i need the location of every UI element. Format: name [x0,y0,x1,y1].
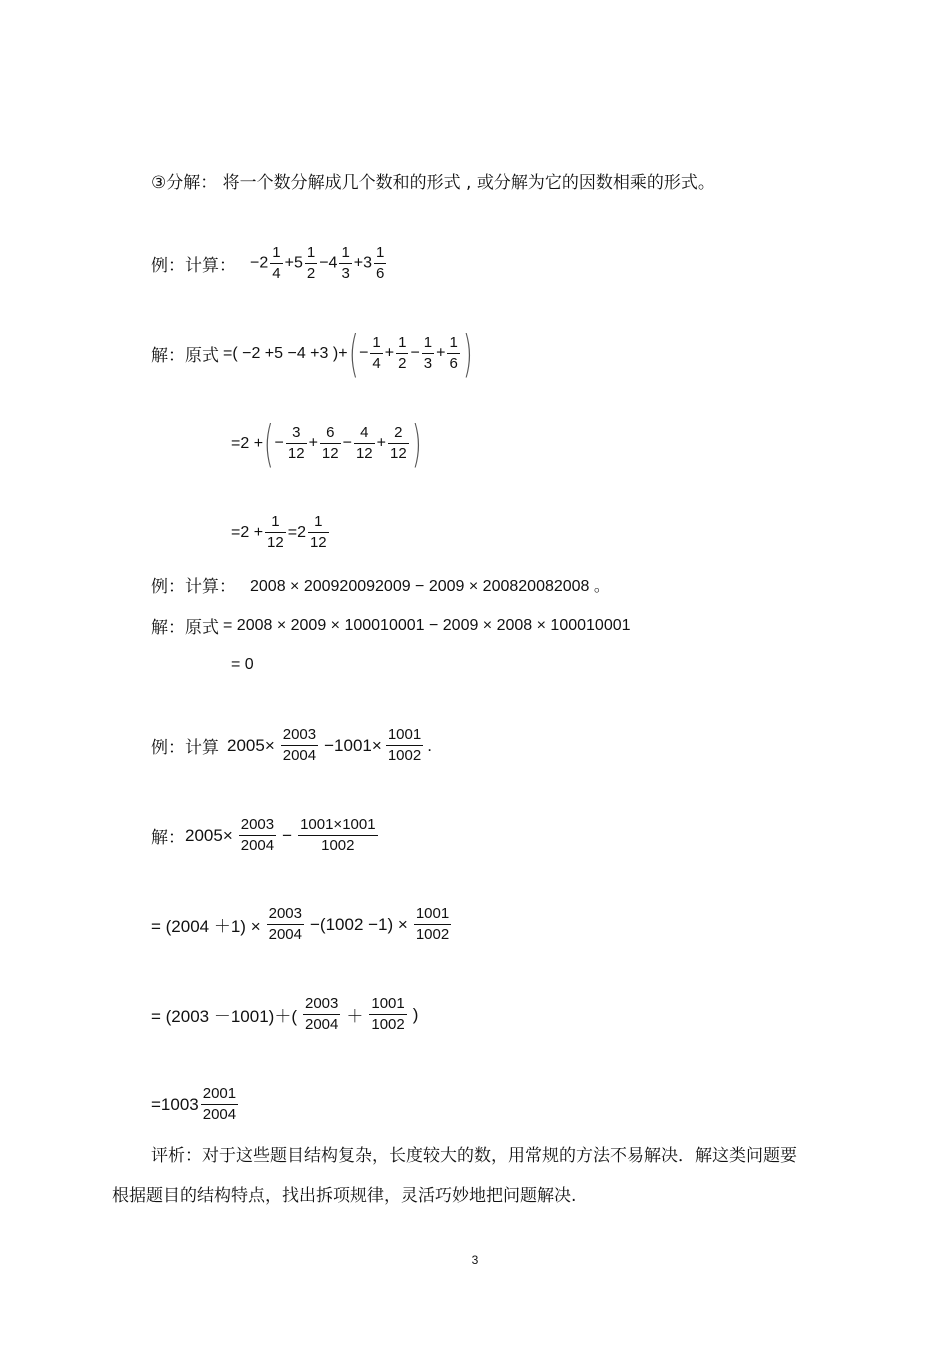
right-paren: ) [462,324,473,383]
solution-3-line-4: =1003 $\frac{2001}{2004}$ [151,1085,237,1123]
analysis-paragraph: 评析：对于这些题目结构复杂，长度较大的数，用常规的方法不易解决．解这类问题要根据题目的结构特点，找出拆项规律，灵活巧妙地把问题解决. [112,1146,797,1206]
mixed-number: −2 $\frac{1}{4}$ [250,244,281,282]
integer-sum: =( −2 +5 −4 +3 )+ [223,344,348,362]
fraction-term: − $\frac{4}{12}$ [342,424,373,462]
solution-1-line-2 [231,414,422,473]
decomposition-heading: ③分解： 将一个数分解成几个数和的形式 , 或分解为它的因数相乘的形式。 [151,173,715,193]
page-number: 3 [471,1253,479,1267]
example-2: 例：计算： 2008 × 200920092009 − 2009 × 200820082008 。 [151,577,610,597]
solution-2: 解：原式 = 2008 × 2009 × 100010001 − 2009 × 2008 × 100010001 [151,616,631,638]
solution-3-line-3: = (2003 －1001)＋( $\frac{2003}{2004}$ ＋ $\frac{1001}{1002}$ ) [151,995,419,1033]
solution-3-line-2: = (2004 ＋1) × $\frac{2003}{2004}$ −(1002 −1) × $\frac{1001}{1002}$ [151,905,450,943]
solution-1-line-3: =2 + $\frac{1}{12}$ =2 $\frac{1}{12}$ [231,513,327,551]
solution-1-label: 解：原式 [151,346,219,366]
fraction-term: + $\frac{2}{12}$ [376,424,407,462]
mixed-number: −4 $\frac{1}{3}$ [319,244,350,282]
mixed-number: +3 $\frac{1}{6}$ [353,244,385,282]
fraction-term: − $\frac{3}{12}$ [274,424,305,462]
equals-two: =2 + [231,434,264,452]
example-1-label: 例：计算： [151,256,236,276]
right-paren: ) [411,414,422,473]
solution-2-result: = 0 [231,656,254,673]
left-paren: ( [348,324,359,383]
solution-3-line-1: 解： 2005× $\frac{2003}{2004}$ − $\frac{1001\times 1001}{1002}$ [151,816,376,854]
fraction-term: − $\frac{1}{4}$ [359,334,381,372]
fraction-term: − $\frac{1}{3}$ [410,334,433,372]
mixed-number: +5 $\frac{1}{2}$ [284,244,316,282]
left-paren: ( [263,414,274,473]
fraction-term: + $\frac{1}{2}$ [384,334,407,372]
fraction-term: + $\frac{6}{12}$ [308,424,339,462]
solution-1-line-1 [151,324,473,383]
example-3: 例：计算 2005× $\frac{2003}{2004}$ −1001× $\frac{1001}{1002}$ . [151,726,432,764]
example-1 [151,243,388,284]
fraction-term: + $\frac{1}{6}$ [436,334,458,372]
